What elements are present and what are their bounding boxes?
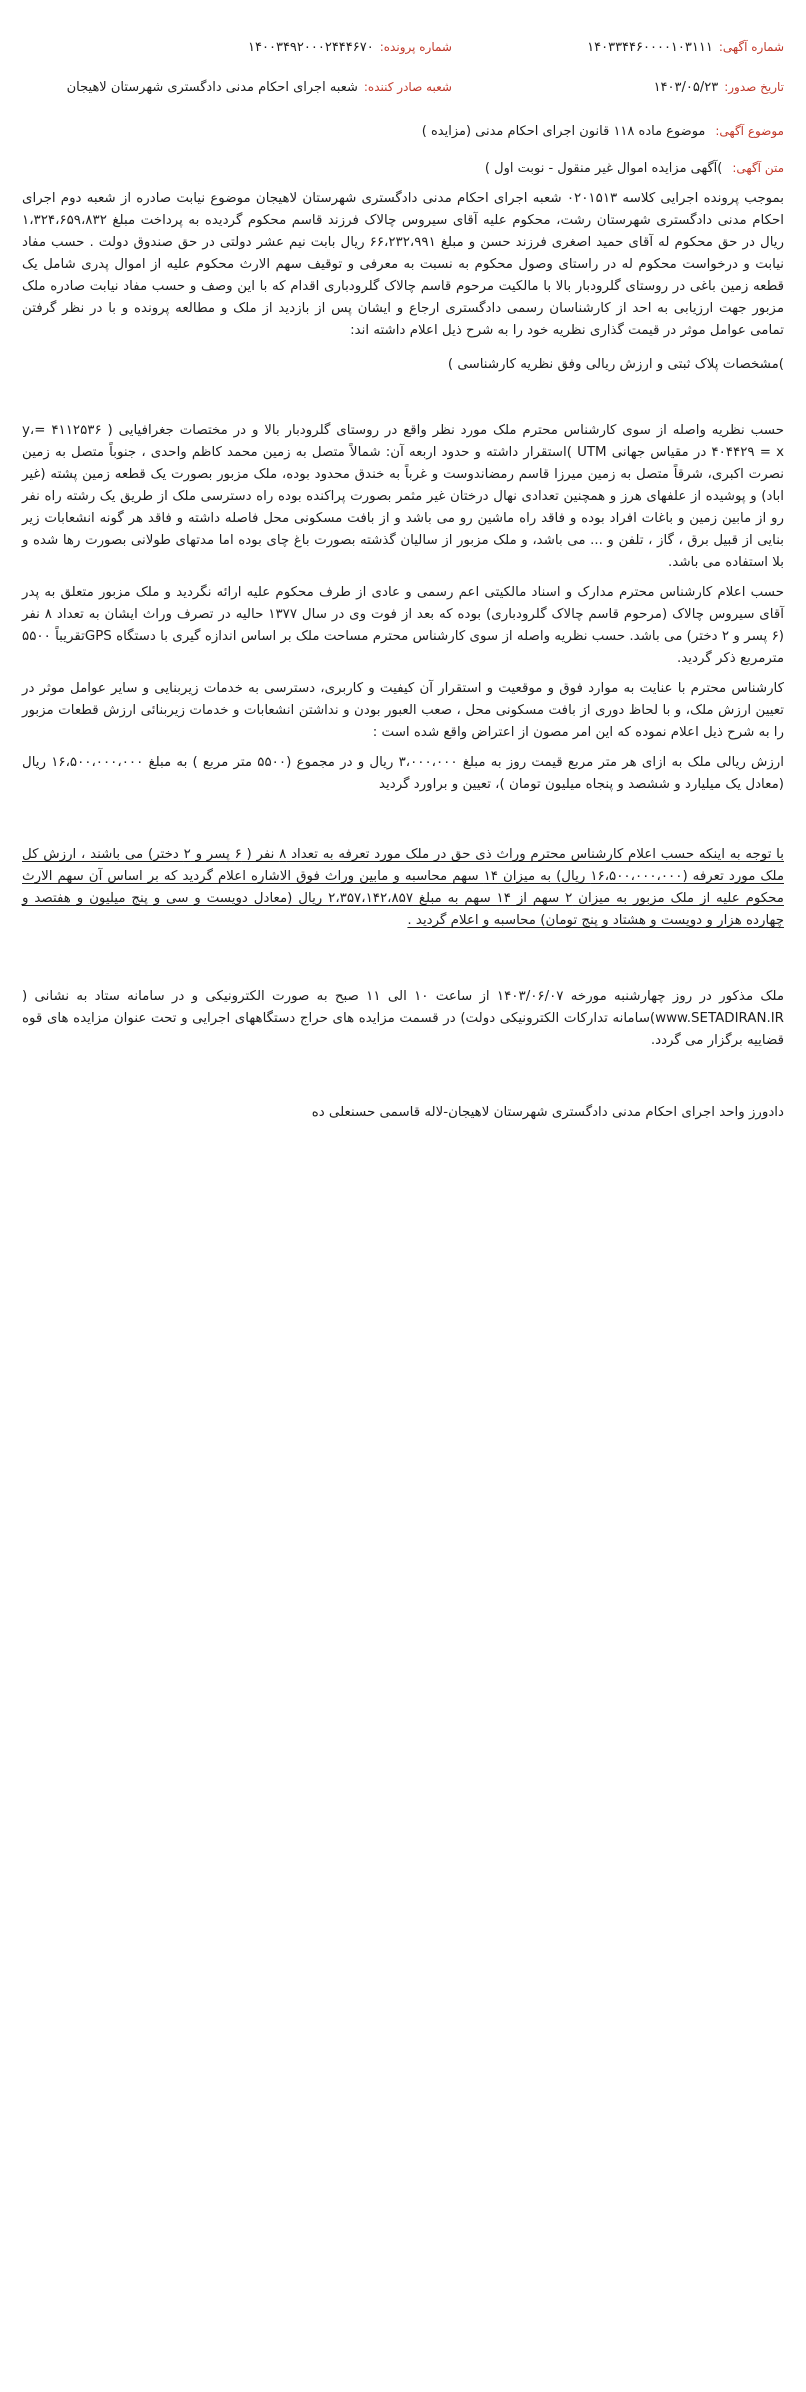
paragraph-ownership: حسب اعلام کارشناس محترم مدارک و اسناد مالکیتی اعم رسمی و عادی از طرف محکوم علیه ارائه نگردید و ملک مزبور متعلق به پدر آقای سیروس چالاک (مرحوم قاسم چالاک گلرودباری) بوده که بعد از فوت وی در سال ۱۳۷۷ حالیه در تصرف وراث ایشان به تعداد ۸ نفر (۶ پسر و ۲ دختر) می باشد. حسب نظریه واصله از سوی کارشناس محترم مساحت ملک بر اساس اندازه گیری با دستگاه GPSتقریباً ۵۵۰۰ مترمربع ذکر گردید. — [22, 585, 784, 666]
issue-date-value: ۱۴۰۳/۰۵/۲۳ — [653, 79, 719, 95]
issuer-label: شعبه صادر کننده: — [363, 80, 452, 94]
issue-date — [464, 80, 784, 95]
case-number-value: ۱۴۰۰۳۴۹۲۰۰۰۲۴۴۴۶۷۰ — [248, 39, 374, 55]
paragraph-valuation-factors: کارشناس محترم با عنایت به موارد فوق و موقعیت و استقرار آن کیفیت و کاربری، دسترسی به خدمات زیربنایی و سایر عوامل موثر در تعیین ارزش ملک، و با لحاظ دوری از بافت مسکونی محل ، صعب العبور بودن و نداشتن انشعابات و خدمات زیربنائی ارزش قطعات مزبور را به شرح ذیل اعلام نموده که این امر مصون از اعتراض واقع شده است : — [22, 681, 784, 740]
subject-label: موضوع آگهی: — [715, 124, 784, 138]
subject-value: موضوع ماده ۱۱۸ قانون اجرای احکام مدنی (مزایده ) — [421, 124, 706, 139]
case-number-label: شماره پرونده: — [379, 40, 452, 54]
paragraph-valuation-amount: ارزش ریالی ملک به ازای هر متر مربع قیمت روز به مبلغ ۳،۰۰۰،۰۰۰ ریال و در مجموع (۵۵۰۰ متر مربع ) به مبلغ ۱۶،۵۰۰،۰۰۰،۰۰۰ ریال (معادل یک میلیارد و ششصد و پنجاه میلیون تومان )، تعیین و براورد گردید — [22, 755, 784, 792]
ad-number — [464, 40, 784, 55]
paragraph-property-location: حسب نظریه واصله از سوی کارشناس محترم ملک مورد نظر واقع در روستای گلرودبار بالا و در مختصات جغرافیایی ( ۴۱۱۲۵۳۶ =y، ۴۰۴۴۲۹ = x در مقیاس جهانی UTM )استقرار داشته و حدود اربعه آن: شمالاً متصل به زمین محمد کاظم واحدی ، جنوباً متصل به زمین نصرت اکبری، شرقاً متصل به زمین میرزا قاسم رمضاندوست و غرباً به خندق محدود بوده، ملک مزبور بصورت یک قطعه زمین پشته (غیر اباد) و پوشیده از علفهای هرز و همچنین تعدادی نهال درختان غیر مثمر بصورت پراکنده بوده راه دسترسی ملک از طریق یک رشته راه نفر رو از مابین زمین و باغات افراد بوده و فاقد راه ماشین رو می باشد و از بافت مسکونی محل فاصله داشته و فاقد هر گونه انشعابات زیر بنایی از قبیل برق ، گاز ، تلفن و ... می باشد، و ملک مزبور از سالیان گذشته بصورت باغ چای بوده اما مدتهای طولانی بصورت رها شده و بلا استفاده می باشد. — [22, 423, 784, 570]
text-title-value: )آگهی مزایده اموال غیر منقول - نوبت اول ) — [484, 161, 723, 176]
paragraph-signature: دادورز واحد اجرای احکام مدنی دادگستری شهرستان لاهیجان-لاله قاسمی حسنعلی ده — [311, 1105, 784, 1120]
ad-number-value: ۱۴۰۳۳۴۴۶۰۰۰۰۱۰۳۱۱۱ — [587, 39, 713, 55]
paragraph-auction-details: ملک مذکور در روز چهارشنبه مورخه ۱۴۰۳/۰۶/۰۷ از ساعت ۱۰ الی ۱۱ صبح به صورت الکترونیکی و در سامانه ستاد به نشانی ( www.SETADIRAN.IR)سامانه تدارکات الکترونیکی دولت) در قسمت مزایده های حراج دستگاههای اجرایی و تحت عنوان مزایده های قوه قضاییه برگزار می گردد. — [22, 989, 784, 1048]
notice-subject — [22, 124, 784, 139]
issue-date-label: تاریخ صدور: — [724, 80, 784, 94]
ad-number-label: شماره آگهی: — [718, 40, 784, 54]
notice-text-title — [22, 161, 784, 176]
header-row-2 — [22, 74, 784, 100]
header-row-1 — [22, 34, 784, 60]
paragraph-plate-heading: )مشخصات پلاک ثبتی و ارزش ریالی وفق نظریه کارشناسی ) — [447, 357, 784, 372]
text-label: متن آگهی: — [732, 161, 784, 175]
paragraph-case-summary: بموجب پرونده اجرایی کلاسه ۰۲۰۱۵۱۳ شعبه اجرای احکام مدنی دادگستری شهرستان لاهیجان موضوع نیابت صادره از شعبه دوم اجرای احکام مدنی دادگستری شهرستان رشت، محکوم علیه آقای سیروس چالاک فرزند قاسم محکوم گردیده به پرداخت مبلغ ۱،۳۲۴،۶۵۹،۸۳۲ ریال در حق محکوم له آقای حمید اصغری فرزند حسن و مبلغ ۶۶،۲۳۲،۹۹۱ ریال بابت نیم عشر دولتی در حق صندوق دولت . حسب مفاد نیابت و درخواست محکوم له در راستای وصول محکوم به نسبت به معرفی و توقیف سهم الارث محکوم علیه از اموال پدری شامل یک قطعه زمین باغی در روستای گلرودبار بالا با مالکیت مرحوم قاسم چالاک گلرودباری اقدام که با این وصف و حسب مفاد نیابت صادره ملک مزبور جهت ارزیابی به احد از کارشناسان رسمی دادگستری ارجاع و ایشان پس از بازدید از ملک و مطالعه پرونده و با در نظر گرفتن تمامی عوامل موثر در قیمت گذاری نظریه خود را به شرح ذیل اعلام داشته اند: — [22, 191, 784, 338]
paragraph-inheritance-share: با توجه به اینکه حسب اعلام کارشناس محترم وراث ذی حق در ملک مورد تعرفه به تعداد ۸ نفر ( ۶ پسر و ۲ دختر) می باشند ، ارزش کل ملک مورد تعرفه (۱۶،۵۰۰،۰۰۰،۰۰۰ ریال) به میزان ۱۴ سهم محاسبه و مابین وراث فوق الاشاره اعلام گردید که بر اساس آن سهم الارث محکوم علیه از ملک مزبور به میزان ۲ سهم از ۱۴ سهم به مبلغ ۲،۳۵۷،۱۴۲،۸۵۷ ریال (معادل دویست و سی و پنج میلیون و هفتصد و چهارده هزار و دویست و هشتاد و پنج تومان) محاسبه و اعلام گردید . — [22, 847, 784, 928]
issuer — [22, 80, 452, 95]
case-number — [22, 40, 452, 55]
issuer-value: شعبه اجرای احکام مدنی دادگستری شهرستان لاهیجان — [66, 79, 358, 95]
